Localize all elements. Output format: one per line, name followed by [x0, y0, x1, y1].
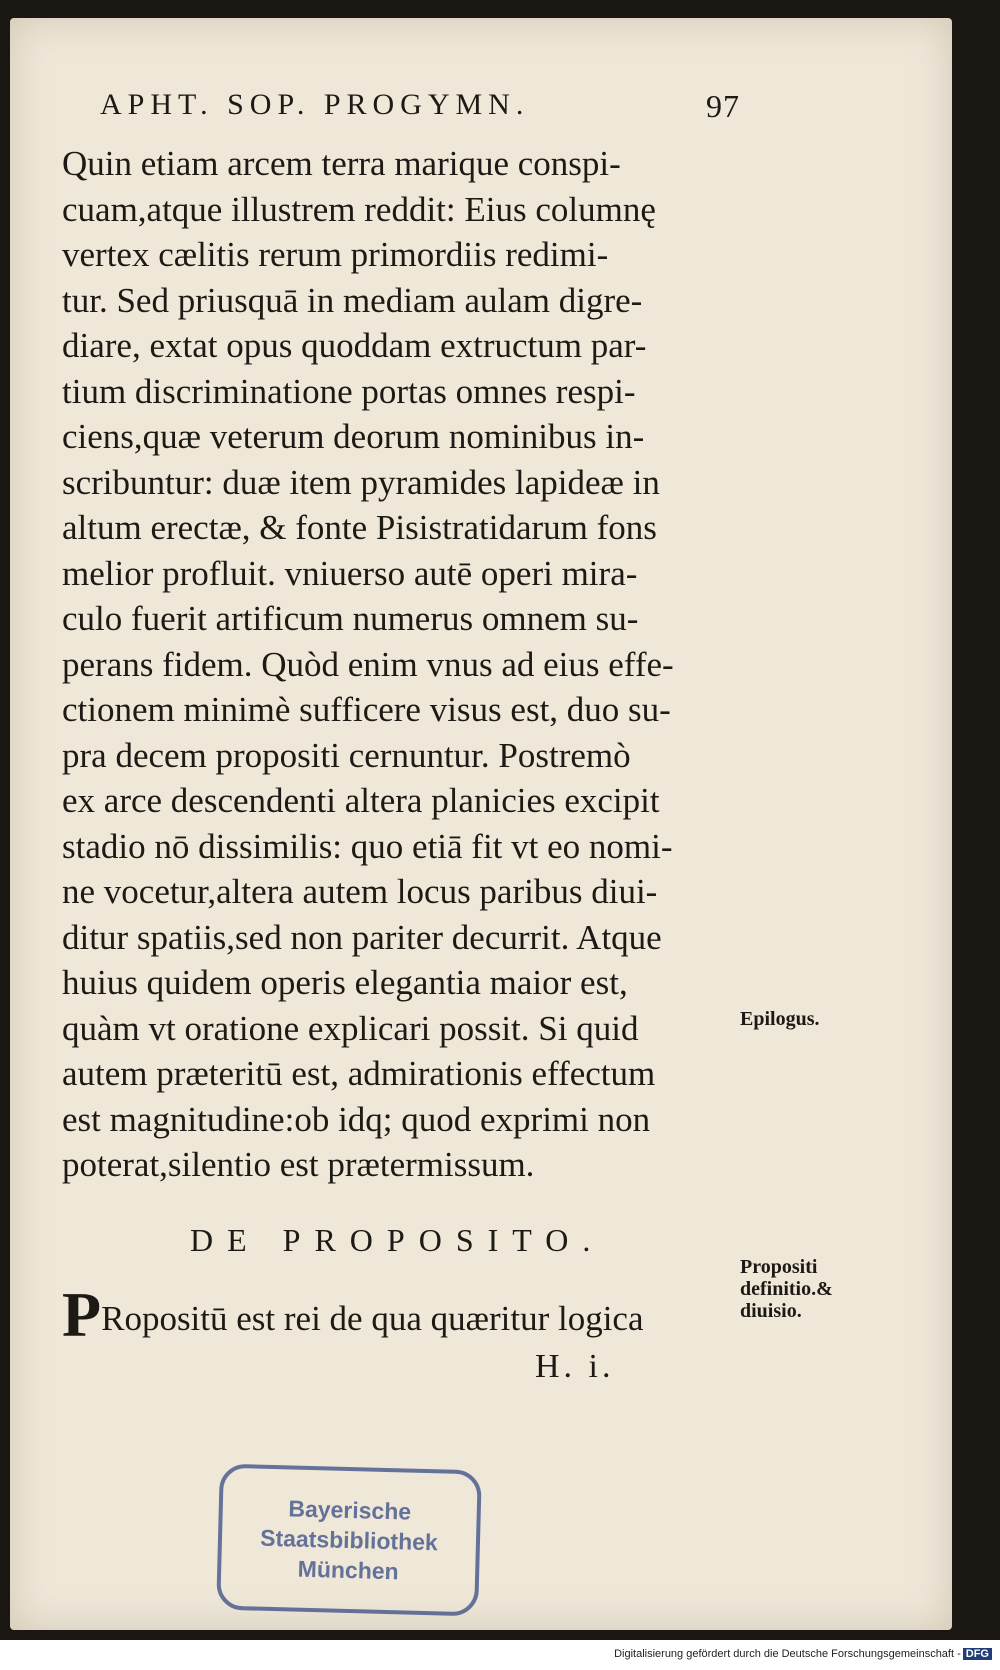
- stamp-line: Bayerische: [288, 1495, 412, 1525]
- text-line: huius quidem operis elegantia maior est,: [62, 963, 628, 1002]
- text-line: cuam,atque illustrem reddit: Eius columnę: [62, 189, 656, 229]
- running-title: APHT. SOP. PROGYMN.: [100, 88, 530, 121]
- margin-note-epilogus: Epilogus.: [740, 1008, 820, 1030]
- margin-note-line: Propositi: [740, 1256, 818, 1278]
- text-line: ciens,quæ veterum deorum nominibus in-: [62, 417, 645, 456]
- section-heading: DE PROPOSITO.: [190, 1222, 605, 1258]
- text-line: tur. Sed priusquā in mediam aulam digre-: [62, 280, 643, 320]
- margin-note-line: definitio.&: [740, 1278, 833, 1300]
- stamp-line: München: [297, 1555, 400, 1585]
- text-line: ctionem minimè sufficere visus est, duo su-: [62, 690, 671, 729]
- text-line: autem præteritū est, admirationis effectum: [62, 1054, 656, 1093]
- dfg-badge: DFG: [963, 1648, 992, 1660]
- text-line: melior profluit. vniuerso autē operi mira-: [62, 553, 638, 593]
- text-line: ne vocetur,altera autem locus paribus diui-: [62, 872, 658, 911]
- text-line: ex arce descendenti altera planicies excipit: [62, 781, 660, 820]
- body-text: [62, 141, 742, 1188]
- text-line: poterat,silentio est prætermissum.: [62, 1145, 535, 1184]
- text-line: culo fuerit artificum numerus omnem su-: [62, 599, 639, 638]
- text-line: ditur spatiis,sed non pariter decurrit. Atque: [62, 917, 662, 957]
- text-line: scribuntur: duæ item pyramides lapideæ in: [62, 462, 660, 502]
- text-line: pra decem propositi cernuntur. Postremò: [62, 735, 631, 775]
- text-line: Quin etiam arcem terra marique conspi-: [62, 144, 621, 183]
- text-line: perans fidem. Quòd enim vnus ad eius effe-: [62, 644, 674, 684]
- signature-mark: H. i.: [535, 1348, 615, 1385]
- page-number: 97: [706, 88, 740, 124]
- text-line: stadio nō dissimilis: quo etiā fit vt eo nomi-: [62, 826, 673, 866]
- margin-note-line: diuisio.: [740, 1300, 802, 1322]
- running-header: [100, 88, 740, 122]
- text-line: vertex cælitis rerum primordiis redimi-: [62, 235, 609, 274]
- digitization-footer: [614, 1648, 992, 1660]
- opening-line-text: Ropositū est rei de qua quæritur logica: [101, 1299, 644, 1338]
- stamp-line: Staatsbibliothek: [259, 1524, 439, 1556]
- text-line: altum erectæ, & fonte Pisistratidarum fons: [62, 508, 657, 547]
- opening-line: [62, 1278, 742, 1352]
- text-line: tium discriminatione portas omnes respi-: [62, 371, 636, 411]
- drop-capital: P: [62, 1279, 102, 1350]
- text-line: est magnitudine:ob idq; quod exprimi non: [62, 1099, 651, 1139]
- text-line: quàm vt oratione explicari possit. Si quid: [62, 1008, 639, 1048]
- text-line: diare, extat opus quoddam extructum par-: [62, 326, 647, 365]
- margin-note-propositi: [740, 1256, 833, 1322]
- library-stamp: [216, 1464, 482, 1617]
- footer-text: Digitalisierung gefördert durch die Deutsche Forschungsgemeinschaft -: [614, 1648, 961, 1660]
